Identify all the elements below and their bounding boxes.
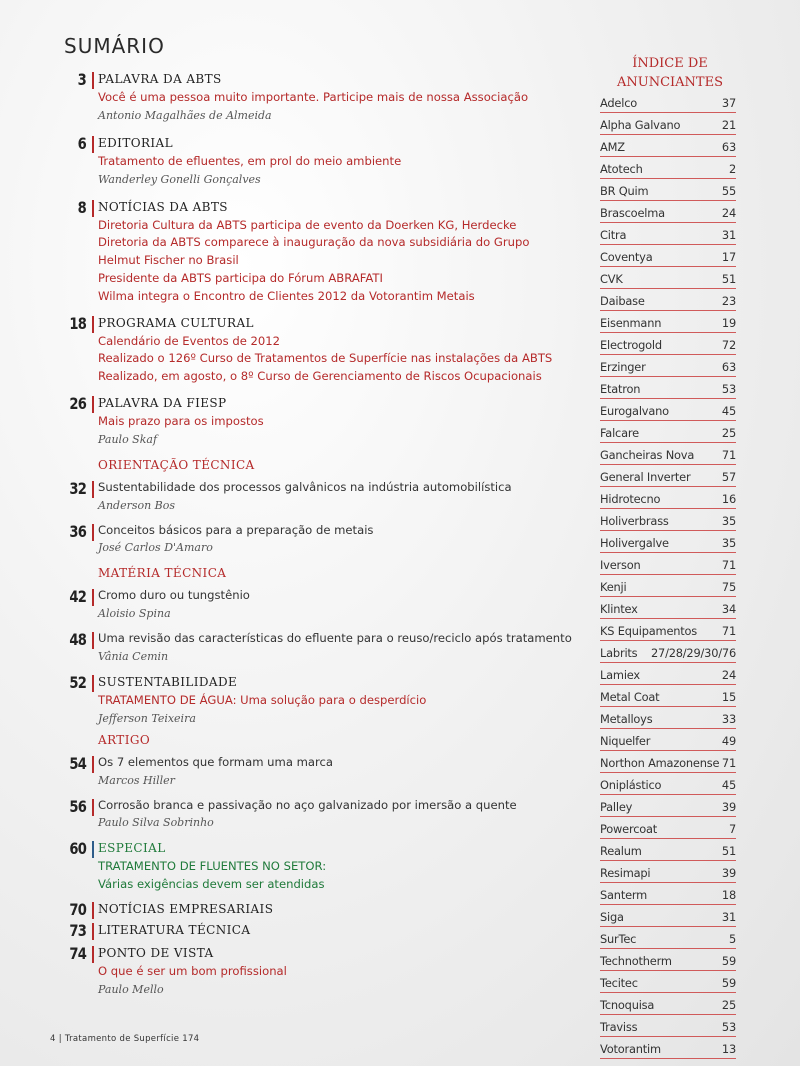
toc-entry[interactable]: [54, 314, 574, 386]
toc-page-number: 32: [69, 478, 86, 498]
advertiser-page: 15: [721, 690, 736, 704]
toc-section-title: PALAVRA DA FIESP: [98, 395, 227, 410]
advertiser-name: Hidrotecno: [600, 492, 661, 506]
advertiser-name: SurTec: [600, 932, 637, 946]
advertiser-row[interactable]: [600, 1015, 736, 1037]
toc-entry[interactable]: [54, 522, 574, 557]
toc-article-title[interactable]: Os 7 elementos que formam uma marca: [98, 754, 333, 769]
advertiser-page: 63: [721, 360, 736, 374]
toc-article-title[interactable]: Mais prazo para os impostos: [98, 413, 264, 428]
advertiser-row[interactable]: [600, 157, 736, 179]
advertiser-row[interactable]: [600, 993, 736, 1015]
table-of-contents: [54, 70, 574, 998]
toc-article-title[interactable]: Diretoria da ABTS comparece à inauguração da nova subsidiária do Grupo Helmut Fischer no Brasil: [98, 235, 530, 268]
advertiser-row[interactable]: [600, 949, 736, 971]
advertiser-page: 18: [721, 888, 736, 902]
toc-article-title[interactable]: Cromo duro ou tungstênio: [98, 588, 250, 603]
toc-page-number: 54: [69, 753, 86, 773]
advertiser-row[interactable]: [600, 355, 736, 377]
toc-article-title[interactable]: Wilma integra o Encontro de Clientes 2012 da Votorantim Metais: [98, 288, 475, 303]
advertiser-index-title: ÍNDICE DE ANUNCIANTES: [616, 56, 723, 90]
advertiser-row[interactable]: [600, 685, 736, 707]
toc-divider: [92, 136, 94, 153]
advertiser-row[interactable]: [600, 773, 736, 795]
toc-article-author: Paulo Skaf: [98, 432, 158, 446]
advertiser-page: 57: [721, 470, 736, 484]
toc-article-title[interactable]: Você é uma pessoa muito importante. Participe mais de nossa Associação: [98, 90, 529, 104]
toc-section-title: EDITORIAL: [98, 135, 173, 150]
advertiser-name: Coventya: [600, 250, 653, 264]
toc-article-author: Anderson Bos: [98, 498, 176, 512]
toc-divider: [92, 481, 94, 498]
advertiser-row[interactable]: [600, 927, 736, 949]
page-title: SUMÁRIO: [64, 34, 165, 58]
advertiser-name: Falcare: [600, 426, 639, 440]
advertiser-page: 71: [721, 756, 736, 770]
advertiser-page: 72: [721, 338, 736, 352]
advertiser-page: 27/28/29/30/76: [650, 646, 736, 660]
advertiser-row[interactable]: [600, 751, 736, 773]
toc-article-title[interactable]: Tratamento de efluentes, em prol do meio ambiente: [98, 153, 402, 168]
advertiser-page: 75: [721, 580, 736, 594]
advertiser-row[interactable]: [600, 883, 736, 905]
toc-section-heading: ARTIGO: [98, 732, 151, 747]
toc-entry[interactable]: [54, 839, 574, 894]
advertiser-name: Klintex: [600, 602, 638, 616]
advertiser-name: Brascoelma: [600, 206, 665, 220]
advertiser-page: 59: [721, 954, 736, 968]
toc-divider: [92, 632, 94, 649]
advertiser-row[interactable]: [600, 289, 736, 311]
toc-entry[interactable]: [54, 921, 574, 940]
advertiser-page: 39: [721, 800, 736, 814]
advertiser-name: Erzinger: [600, 360, 646, 374]
toc-article-author: Jefferson Teixeira: [98, 711, 196, 725]
toc-entry[interactable]: [54, 587, 574, 622]
advertiser-row[interactable]: [600, 223, 736, 245]
advertiser-page: 51: [721, 844, 736, 858]
advertiser-page: 24: [721, 668, 736, 682]
advertiser-name: Traviss: [600, 1020, 638, 1034]
advertiser-name: Siga: [600, 910, 624, 924]
toc-divider: [92, 841, 94, 858]
advertiser-row[interactable]: [600, 113, 736, 135]
toc-page-number: 3: [77, 70, 86, 89]
advertiser-row[interactable]: [600, 201, 736, 223]
toc-page-number: 42: [69, 587, 86, 607]
advertiser-name: Atotech: [600, 162, 643, 176]
advertiser-row[interactable]: [600, 377, 736, 399]
advertiser-row[interactable]: [600, 619, 736, 641]
advertiser-page: 45: [721, 404, 736, 418]
advertiser-name: Etatron: [600, 382, 641, 396]
advertiser-name: Technotherm: [600, 954, 672, 968]
toc-entry[interactable]: [54, 198, 574, 306]
advertiser-row[interactable]: [600, 399, 736, 421]
toc-section-title: NOTÍCIAS DA ABTS: [98, 199, 228, 214]
advertiser-index-list: [600, 91, 736, 1059]
toc-article-author: Aloisio Spina: [98, 607, 171, 621]
advertiser-name: BR Quim: [600, 184, 649, 198]
advertiser-name: Gancheiras Nova: [600, 448, 695, 462]
advertiser-page: 17: [721, 250, 736, 264]
advertiser-name: CVK: [600, 272, 623, 286]
advertiser-page: 25: [721, 998, 736, 1012]
toc-section-title: ESPECIAL: [98, 841, 166, 856]
toc-article-title[interactable]: Diretoria Cultura da ABTS participa de evento da Doerken KG, Herdecke: [98, 217, 517, 232]
toc-page-number: 52: [69, 672, 86, 692]
advertiser-name: Alpha Galvano: [600, 118, 681, 132]
advertiser-row[interactable]: [600, 487, 736, 509]
advertiser-name: KS Equipamentos: [600, 624, 698, 638]
advertiser-row[interactable]: [600, 531, 736, 553]
advertiser-page: 33: [721, 712, 736, 726]
advertiser-row[interactable]: [600, 971, 736, 993]
toc-section-heading: ORIENTAÇÃO TÉCNICA: [98, 457, 255, 472]
advertiser-page: 71: [721, 558, 736, 572]
advertiser-name: Santerm: [600, 888, 648, 902]
toc-article-title[interactable]: Várias exigências devem ser atendidas: [98, 877, 325, 892]
toc-article-title[interactable]: Realizado o 126º Curso de Tratamentos de Superfície nas instalações da ABTS: [98, 351, 553, 366]
toc-divider: [92, 675, 94, 692]
toc-article-title[interactable]: O que é ser um bom profissional: [98, 963, 287, 978]
toc-entry[interactable]: [54, 70, 574, 124]
advertiser-row[interactable]: [600, 443, 736, 465]
toc-article-title[interactable]: TRATAMENTO DE FLUENTES NO SETOR:: [98, 859, 327, 874]
advertiser-name: Daibase: [600, 294, 645, 308]
advertiser-page: 7: [728, 822, 736, 836]
toc-page-number: 36: [69, 521, 86, 541]
advertiser-page: 16: [721, 492, 736, 506]
advertiser-page: 53: [721, 382, 736, 396]
toc-entry[interactable]: [54, 754, 574, 789]
toc-divider: [92, 589, 94, 606]
advertiser-name: Iverson: [600, 558, 641, 572]
advertiser-page: 71: [721, 624, 736, 638]
toc-entry[interactable]: [54, 134, 574, 188]
advertiser-page: 24: [721, 206, 736, 220]
toc-article-title[interactable]: TRATAMENTO DE ÁGUA: Uma solução para o desperdício: [98, 692, 427, 707]
advertiser-name: Tcnoquisa: [600, 998, 655, 1012]
toc-article-author: Antonio Magalhães de Almeida: [98, 108, 272, 122]
advertiser-page: 13: [721, 1042, 736, 1056]
advertiser-page: 5: [728, 932, 736, 946]
advertiser-row[interactable]: [600, 905, 736, 927]
toc-article-title[interactable]: Sustentabilidade dos processos galvânicos na indústria automobilística: [98, 479, 512, 494]
advertiser-row[interactable]: [600, 179, 736, 201]
toc-page-number: 8: [77, 197, 86, 217]
advertiser-page: 35: [721, 536, 736, 550]
toc-page-number: 6: [77, 133, 86, 153]
advertiser-row[interactable]: [600, 91, 736, 113]
toc-article-author: Wanderley Gonelli Gonçalves: [98, 172, 261, 186]
toc-divider: [92, 756, 94, 773]
toc-section-title: PROGRAMA CULTURAL: [98, 315, 254, 330]
advertiser-row[interactable]: [600, 553, 736, 575]
advertiser-row[interactable]: [600, 575, 736, 597]
toc-page-number: 56: [69, 796, 86, 816]
advertiser-name: Realum: [600, 844, 642, 858]
advertiser-page: 63: [721, 140, 736, 154]
toc-section-title: NOTÍCIAS EMPRESARIAIS: [98, 901, 274, 916]
toc-article-author: Paulo Silva Sobrinho: [98, 816, 214, 830]
toc-entry[interactable]: [54, 394, 574, 448]
advertiser-row[interactable]: [600, 795, 736, 817]
toc-divider: [92, 524, 94, 541]
advertiser-name: Citra: [600, 228, 627, 242]
advertiser-name: Kenji: [600, 580, 627, 594]
toc-divider: [92, 946, 94, 963]
toc-page-number: 60: [69, 839, 86, 859]
advertiser-name: Holivergalve: [600, 536, 669, 550]
advertiser-row[interactable]: [600, 509, 736, 531]
toc-article-title[interactable]: Presidente da ABTS participa do Fórum ABRAFATI: [98, 270, 383, 285]
advertiser-row[interactable]: [600, 333, 736, 355]
advertiser-name: Powercoat: [600, 822, 658, 836]
toc-article-title[interactable]: Realizado, em agosto, o 8º Curso de Gerenciamento de Riscos Ocupacionais: [98, 369, 542, 384]
toc-article-author: Marcos Hiller: [98, 773, 175, 787]
advertiser-page: 51: [721, 272, 736, 286]
advertiser-name: General Inverter: [600, 470, 691, 484]
advertiser-name: AMZ: [600, 140, 625, 154]
toc-section-heading: MATÉRIA TÉCNICA: [98, 566, 227, 581]
toc-divider: [92, 316, 94, 333]
advertiser-name: Votorantim: [600, 1042, 661, 1056]
advertiser-page: 71: [721, 448, 736, 462]
advertiser-page: 34: [721, 602, 736, 616]
advertiser-page: 23: [721, 294, 736, 308]
advertiser-page: 45: [721, 778, 736, 792]
advertiser-page: 39: [721, 866, 736, 880]
toc-entry[interactable]: [54, 944, 574, 998]
toc-divider: [92, 72, 94, 89]
advertiser-index: [600, 54, 736, 1059]
toc-article-title[interactable]: Corrosão branca e passivação no aço galvanizado por imersão a quente: [98, 797, 517, 812]
toc-article-author: Paulo Mello: [98, 982, 164, 996]
toc-article-author: José Carlos D'Amaro: [98, 541, 213, 555]
advertiser-page: 35: [721, 514, 736, 528]
advertiser-row[interactable]: [600, 597, 736, 619]
advertiser-row[interactable]: [600, 729, 736, 751]
toc-divider: [92, 923, 94, 940]
toc-divider: [92, 902, 94, 919]
advertiser-name: Metal Coat: [600, 690, 660, 704]
advertiser-name: Eisenmann: [600, 316, 662, 330]
advertiser-page: 49: [721, 734, 736, 748]
advertiser-name: Palley: [600, 800, 633, 814]
advertiser-name: Tecitec: [600, 976, 638, 990]
advertiser-name: Labrits: [600, 646, 638, 660]
advertiser-row[interactable]: [600, 641, 736, 663]
advertiser-name: Adelco: [600, 96, 638, 110]
advertiser-page: 37: [721, 96, 736, 110]
toc-divider: [92, 799, 94, 816]
advertiser-page: 59: [721, 976, 736, 990]
advertiser-page: 55: [721, 184, 736, 198]
toc-entry[interactable]: [54, 900, 574, 919]
toc-page-number: 48: [69, 630, 86, 650]
advertiser-page: 31: [721, 910, 736, 924]
toc-article-title[interactable]: Calendário de Eventos de 2012: [98, 333, 281, 348]
toc-divider: [92, 200, 94, 217]
advertiser-row[interactable]: [600, 421, 736, 443]
toc-section-title: PALAVRA DA ABTS: [98, 72, 222, 86]
advertiser-page: 2: [728, 162, 736, 176]
advertiser-row[interactable]: [600, 861, 736, 883]
toc-article-author: Vânia Cemin: [98, 649, 169, 663]
toc-section-title: SUSTENTABILIDADE: [98, 674, 238, 689]
toc-entry[interactable]: [54, 479, 574, 514]
advertiser-name: Holiverbrass: [600, 514, 669, 528]
advertiser-row[interactable]: [600, 1037, 736, 1059]
page-footer: 4 | Tratamento de Superfície 174: [50, 1034, 200, 1044]
advertiser-page: 53: [721, 1020, 736, 1034]
advertiser-page: 19: [721, 316, 736, 330]
toc-page-number: 73: [69, 920, 86, 940]
advertiser-row[interactable]: [600, 465, 736, 487]
advertiser-row[interactable]: [600, 267, 736, 289]
advertiser-row[interactable]: [600, 707, 736, 729]
advertiser-name: Northon Amazonense: [600, 756, 720, 770]
advertiser-name: Niquelfer: [600, 734, 651, 748]
advertiser-row[interactable]: [600, 245, 736, 267]
advertiser-page: 31: [721, 228, 736, 242]
advertiser-page: 21: [721, 118, 736, 132]
toc-page-number: 18: [69, 313, 86, 333]
advertiser-name: Oniplástico: [600, 778, 662, 792]
advertiser-row[interactable]: [600, 817, 736, 839]
toc-article-title[interactable]: Conceitos básicos para a preparação de metais: [98, 522, 374, 537]
toc-divider: [92, 396, 94, 413]
toc-section-title: PONTO DE VISTA: [98, 945, 214, 960]
advertiser-row[interactable]: [600, 663, 736, 685]
toc-page-number: 26: [69, 393, 86, 413]
advertiser-name: Metalloys: [600, 712, 653, 726]
advertiser-name: Eurogalvano: [600, 404, 669, 418]
toc-article-title[interactable]: Uma revisão das características do efluente para o reuso/reciclo após tratamento: [98, 631, 572, 646]
advertiser-name: Lamiex: [600, 668, 640, 682]
toc-page-number: 70: [69, 899, 86, 919]
advertiser-page: 25: [721, 426, 736, 440]
advertiser-row[interactable]: [600, 311, 736, 333]
advertiser-row[interactable]: [600, 135, 736, 157]
toc-entry[interactable]: [54, 630, 574, 665]
toc-entry[interactable]: [54, 797, 574, 832]
toc-entry[interactable]: [54, 673, 574, 727]
advertiser-row[interactable]: [600, 839, 736, 861]
toc-section-title: LITERATURA TÉCNICA: [98, 922, 251, 937]
advertiser-name: Resimapi: [600, 866, 651, 880]
toc-page-number: 74: [69, 943, 86, 963]
advertiser-name: Electrogold: [600, 338, 662, 352]
